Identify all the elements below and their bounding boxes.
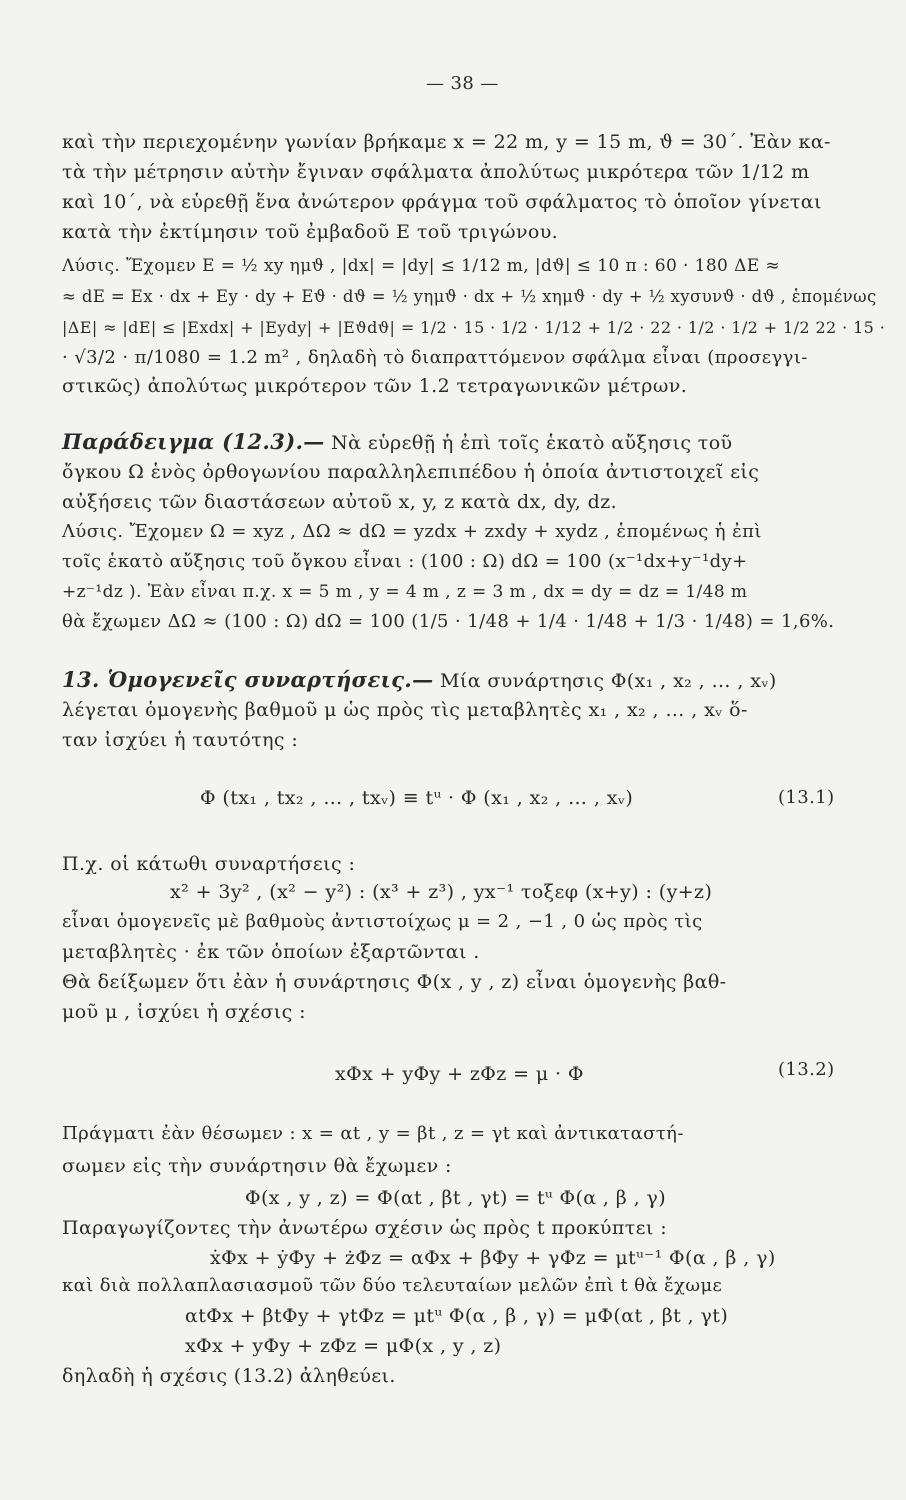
text-line: μοῦ μ , ἰσχύει ἡ σχέσις : <box>62 1001 306 1023</box>
text-line: στικῶς) ἀπολύτως μικρότερον τῶν 1.2 τετραγωνικῶν μέτρων. <box>62 375 688 397</box>
page-number: — 38 — <box>426 73 499 94</box>
equation-number: (13.2) <box>778 1059 835 1080</box>
equation-number: (13.1) <box>778 787 835 808</box>
text-line: ≈ dE = Ex · dx + Ey · dy + Eϑ · dϑ = ½ yημϑ · dx + ½ xημϑ · dy + ½ xyσυνϑ · dϑ , ἑπομένως <box>62 287 877 306</box>
section-line <box>62 668 777 693</box>
equation-line: xΦx + yΦy + zΦz = μΦ(x , y , z) <box>185 1335 502 1357</box>
text-line: σωμεν εἰς τὴν συνάρτησιν θὰ ἔχωμεν : <box>62 1155 452 1177</box>
text-line: x² + 3y² , (x² − y²) : (x³ + z³) , yx⁻¹ τοξεφ (x+y) : (y+z) <box>170 881 713 903</box>
text-line: αὐξήσεις τῶν διαστάσεων αὐτοῦ x, y, z κατὰ dx, dy, dz. <box>62 491 618 513</box>
section-text: Μία συνάρτησις Φ(x₁ , x₂ , … , xᵥ) <box>433 670 777 692</box>
text-line: ὄγκου Ω ἑνὸς ὀρθογωνίου παραλληλεπιπέδου ἡ ὁποία ἀντιστοιχεῖ εἰς <box>62 461 760 483</box>
text-line: Λύσις. Ἔχομεν Ω = xyz , ΔΩ ≈ dΩ = yzdx + zxdy + xydz , ἑπομένως ἡ ἐπὶ <box>62 521 762 542</box>
equation-13-1: Φ (tx₁ , tx₂ , … , txᵥ) ≡ tᵘ · Φ (x₁ , x₂ , … , xᵥ) <box>200 787 634 809</box>
text-line: λέγεται ὁμογενὴς βαθμοῦ μ ὡς πρὸς τὶς μεταβλητὲς x₁ , x₂ , … , xᵥ ὅ- <box>62 699 748 721</box>
text-line: θὰ ἔχωμεν ΔΩ ≈ (100 : Ω) dΩ = 100 (1/5 · 1/48 + 1/4 · 1/48 + 1/3 · 1/48) = 1,6%. <box>62 611 835 632</box>
text-line: καὶ τὴν περιεχομένην γωνίαν βρήκαμε x = 22 m, y = 15 m, ϑ = 30΄. Ἐὰν κα- <box>62 131 831 153</box>
text-line: Παραγωγίζοντες τὴν ἀνωτέρω σχέσιν ὡς πρὸς t προκύπτει : <box>62 1217 668 1239</box>
equation-line: αtΦx + βtΦy + γtΦz = μtᵘ Φ(α , β , γ) = μΦ(αt , βt , γt) <box>185 1305 729 1327</box>
text-line: |ΔE| ≈ |dE| ≤ |Exdx| + |Eydy| + |Eϑdϑ| = 1/2 · 15 · 1/2 · 1/12 + 1/2 · 22 · 1/2 · 1/2 + 1/2 22 · 15 · <box>62 318 886 337</box>
text-line: εἶναι ὁμογενεῖς μὲ βαθμοὺς ἀντιστοίχως μ = 2 , −1 , 0 ὡς πρὸς τὶς <box>62 911 703 932</box>
section-heading: 13. Ὁμογενεῖς συναρτήσεις.— <box>62 667 434 692</box>
text-line: Θὰ δείξωμεν ὅτι ἐὰν ἡ συνάρτησις Φ(x , y , z) εἶναι ὁμογενὴς βαθ- <box>62 971 727 993</box>
text-line: Πράγματι ἐὰν θέσωμεν : x = αt , y = βt , z = γt καὶ ἀντικαταστή- <box>62 1123 684 1144</box>
text-line: μεταβλητὲς · ἐκ τῶν ὁποίων ἐξαρτῶνται . <box>62 941 480 963</box>
equation-13-2: xΦx + yΦy + zΦz = μ · Φ <box>335 1063 584 1085</box>
text-line: καὶ διὰ πολλαπλασιασμοῦ τῶν δύο τελευταίων μελῶν ἐπὶ t θὰ ἔχωμε <box>62 1275 723 1296</box>
equation-line: ẋΦx + ẏΦy + żΦz = αΦx + βΦy + γΦz = μtᵘ⁻¹ Φ(α , β , γ) <box>210 1247 776 1269</box>
equation-line: Φ(x , y , z) = Φ(αt , βt , γt) = tᵘ Φ(α , β , γ) <box>245 1187 667 1209</box>
example-heading: Παράδειγμα (12.3).— <box>62 429 325 454</box>
text-line: · √3/2 · π/1080 = 1.2 m² , δηλαδὴ τὸ διαπραττόμενον σφάλμα εἶναι (προσεγγι- <box>62 347 808 368</box>
text-line: κατὰ τὴν ἐκτίμησιν τοῦ ἐμβαδοῦ E τοῦ τριγώνου. <box>62 221 559 243</box>
text-line: τὰ τὴν μέτρησιν αὐτὴν ἔγιναν σφάλματα ἀπολύτως μικρότερα τῶν 1/12 m <box>62 161 810 183</box>
example-text: Νὰ εὑρεθῇ ἡ ἐπὶ τοῖς ἑκατὸ αὔξησις τοῦ <box>324 432 733 454</box>
example-line <box>62 430 733 455</box>
text-line: Λύσις. Ἔχομεν E = ½ xy ημϑ , |dx| = |dy| ≤ 1/12 m, |dϑ| ≤ 10 π : 60 · 180 ΔE ≈ <box>62 256 781 276</box>
text-line: δηλαδὴ ἡ σχέσις (13.2) ἀληθεύει. <box>62 1365 396 1387</box>
text-line: +z⁻¹dz ). Ἐὰν εἶναι π.χ. x = 5 m , y = 4 m , z = 3 m , dx = dy = dz = 1/48 m <box>62 582 748 602</box>
text-line: καὶ 10΄, νὰ εὑρεθῇ ἕνα ἀνώτερον φράγμα τοῦ σφάλματος τὸ ὁποῖον γίνεται <box>62 191 822 213</box>
text-line: τοῖς ἑκατὸ αὔξησις τοῦ ὄγκου εἶναι : (100 : Ω) dΩ = 100 (x⁻¹dx+y⁻¹dy+ <box>62 551 748 572</box>
text-line: ταν ἰσχύει ἡ ταυτότης : <box>62 729 299 751</box>
text-line: Π.χ. οἱ κάτωθι συναρτήσεις : <box>62 853 356 875</box>
